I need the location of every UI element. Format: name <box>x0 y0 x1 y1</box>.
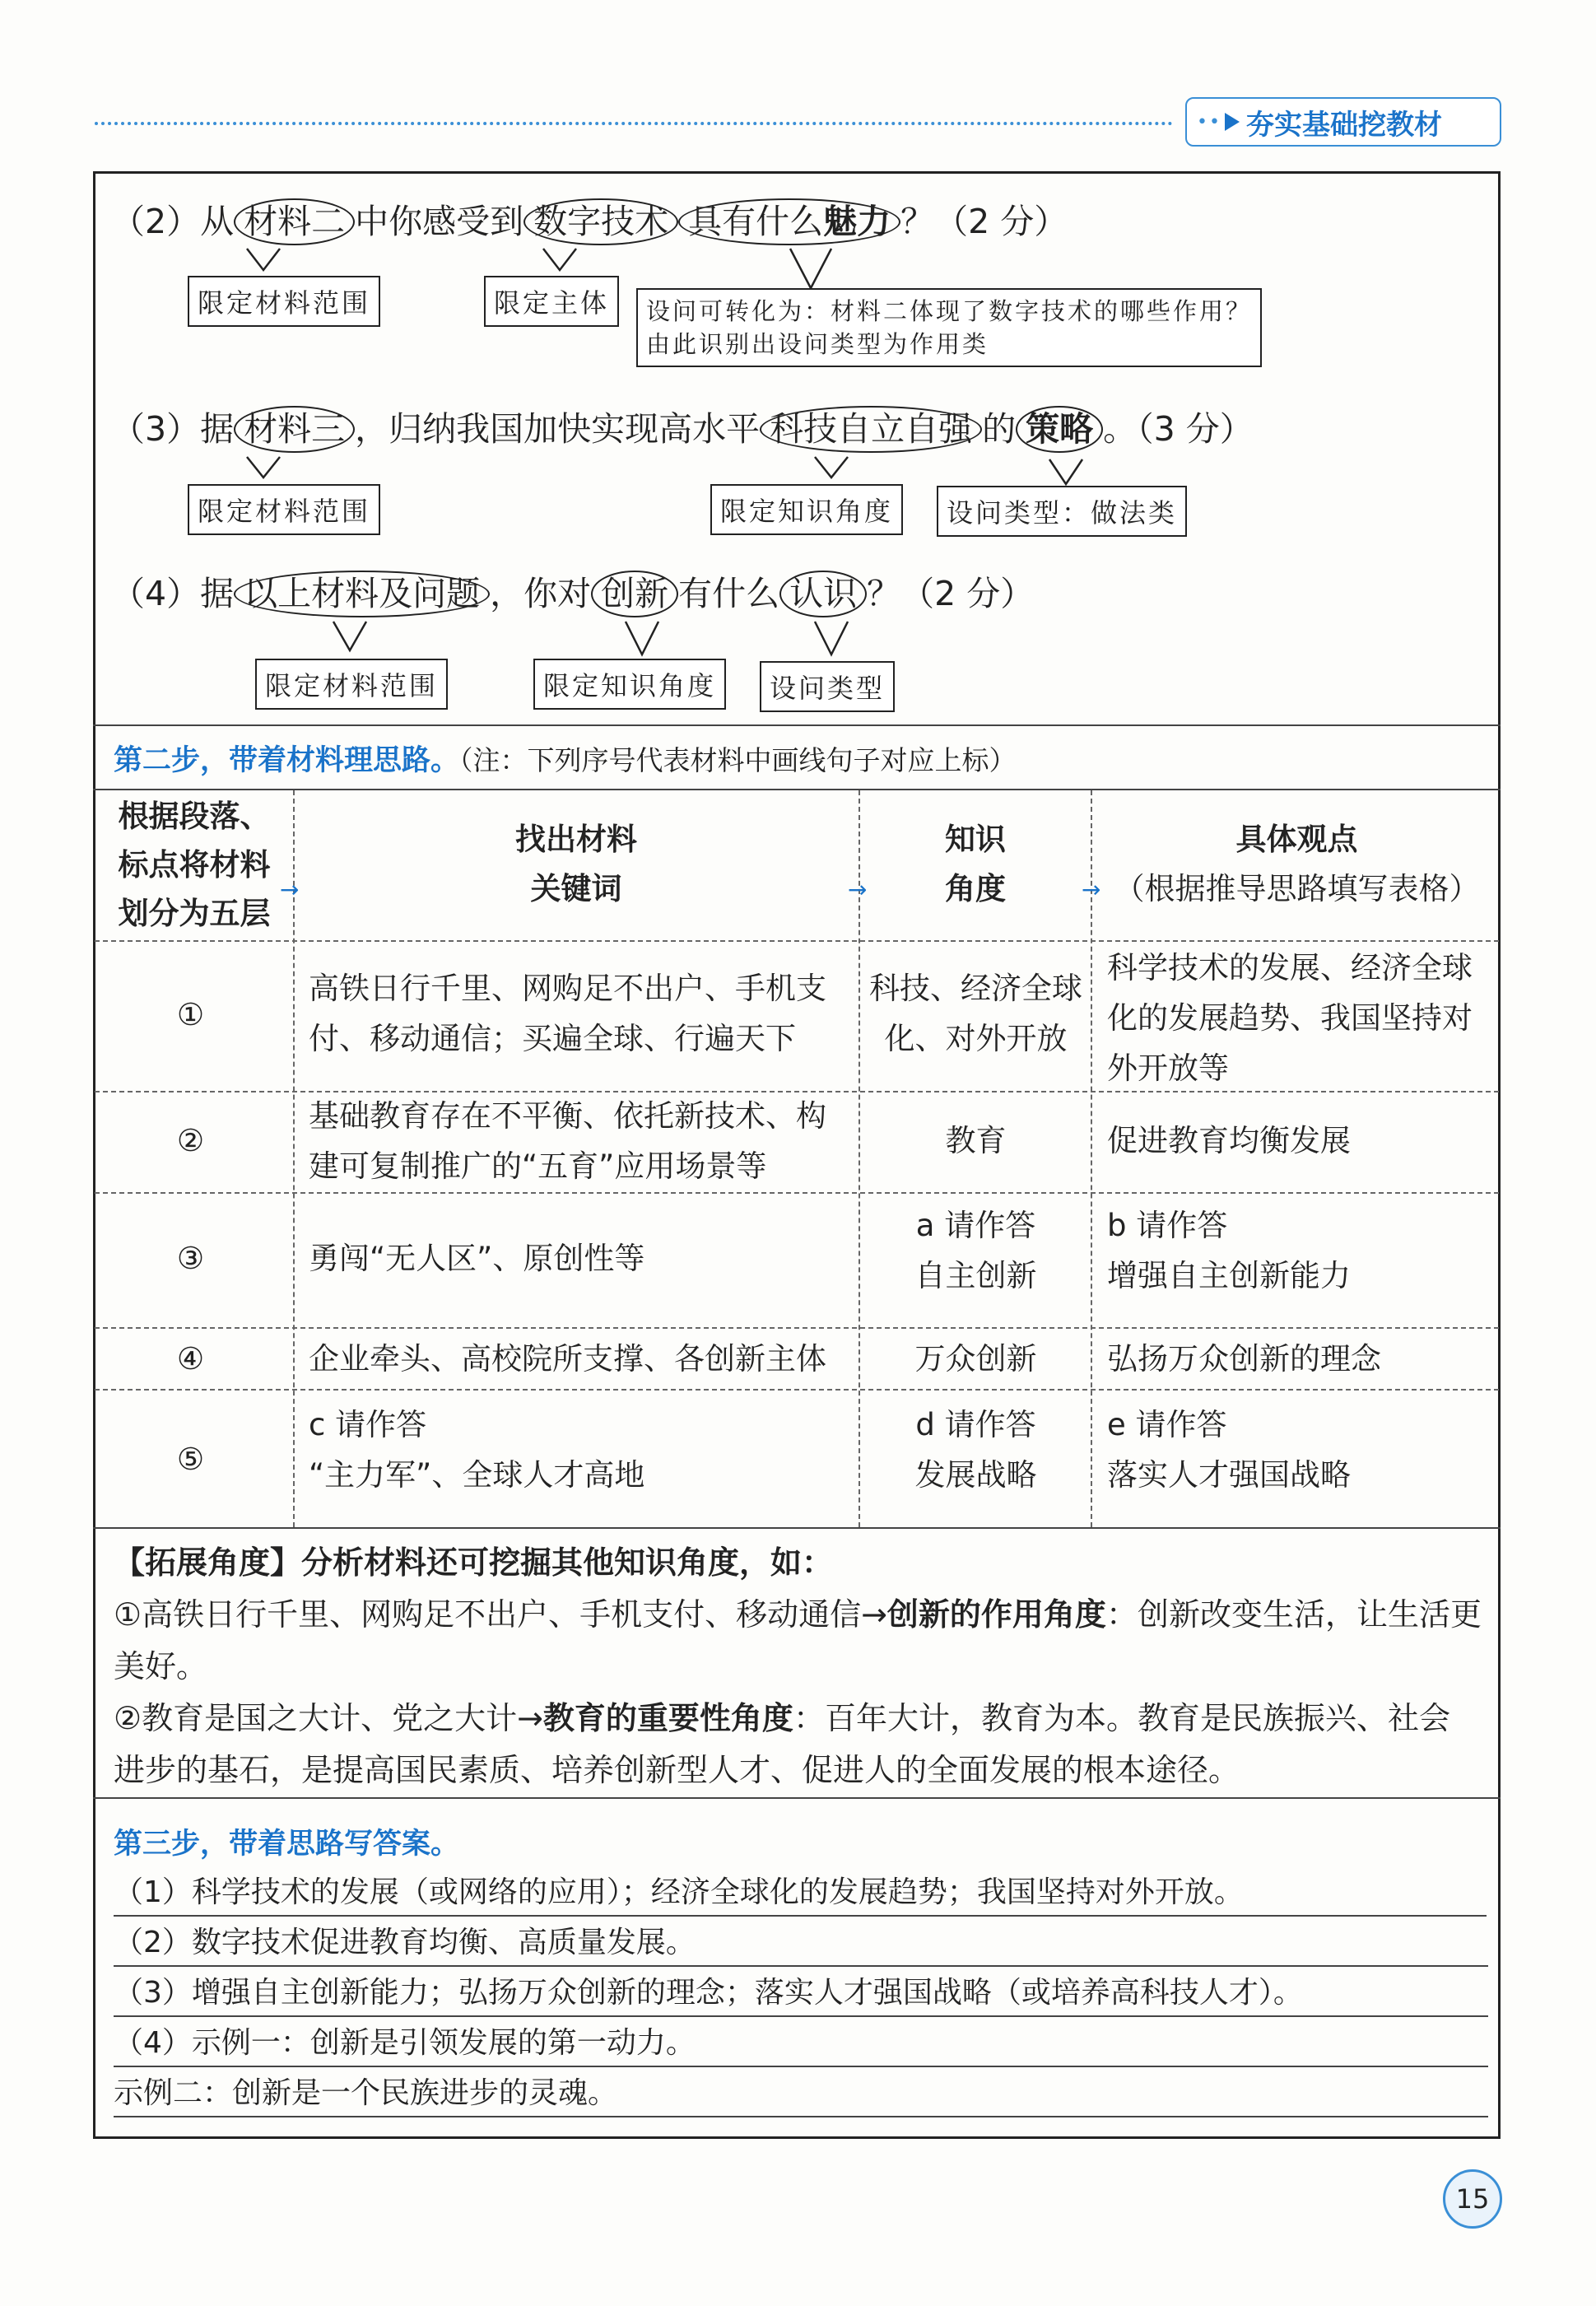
circle-material: 材料三 <box>234 406 355 453</box>
table-row-line <box>95 940 1499 942</box>
row-number: ⑤ <box>177 1442 205 1477</box>
row-view: 科学技术的发展、经济全球 化的发展趋势、我国坚持对 外开放等 <box>1107 950 1473 1086</box>
callout-angle: 限定知识角度 <box>533 659 726 710</box>
question-2: （2）从 材料二 中你感受到 数字技术 具有什么魅力 ？（2 分） <box>111 194 1068 245</box>
page-number: 15 <box>1443 2169 1502 2229</box>
callout-question-type: 设问类型 <box>760 661 895 712</box>
row-keywords: c 请作答 “主力军”、全球人才高地 <box>309 1407 645 1493</box>
answer-line: （4）示例一：创新是引领发展的第一动力。 <box>114 2021 1488 2067</box>
row-number: ③ <box>177 1241 205 1276</box>
dots-icon: •• <box>1197 111 1221 133</box>
step-2-title: 第二步，带着材料理思路。（注：下列序号代表材料中画线句子对应上标） <box>114 744 1017 777</box>
extend-point-2: ②教育是国之大计、党之大计→教育的重要性角度：百年大计，教育为本。教育是民族振兴、社会 进步的基石，是提高国民素质、培养创新型人才、促进人的全面发展的根本途径。 <box>114 1700 1450 1788</box>
callout-angle: 限定知识角度 <box>710 484 903 535</box>
circle-keyword: 数字技术 <box>523 198 678 245</box>
row-keywords: 勇闯“无人区”、原创性等 <box>309 1241 645 1276</box>
divider <box>93 1797 1501 1799</box>
circle-charm: 具有什么魅力 <box>678 198 900 245</box>
circle-understanding: 认识 <box>779 571 867 617</box>
arrow-icon: → <box>848 876 868 903</box>
row-angle: d 请作答 发展战略 <box>914 1407 1037 1493</box>
divider <box>93 789 1501 790</box>
extend-point-1: ①高铁日行千里、网购足不出户、手机支付、移动通信→创新的作用角度：创新改变生活，让生活更 美好。 <box>114 1596 1482 1684</box>
callout-question-type: 设问可转化为：材料二体现了数字技术的哪些作用？ 由此识别出设问类型为作用类 <box>636 288 1262 367</box>
row-view: 促进教育均衡发展 <box>1107 1123 1351 1158</box>
row-angle: 教育 <box>945 1123 1007 1158</box>
answer-line: 示例二：创新是一个民族进步的灵魂。 <box>114 2071 1488 2117</box>
table-header-layers: 根据段落、 标点将材料 划分为五层 <box>118 799 271 931</box>
circle-keyword: 创新 <box>591 571 678 617</box>
row-keywords: 企业牵头、高校院所支撑、各创新主体 <box>309 1341 826 1377</box>
step-3-title: 第三步，带着思路写答案。 <box>114 1828 460 1861</box>
callout-subject: 限定主体 <box>484 276 619 327</box>
row-angle: 科技、经济全球 化、对外开放 <box>869 971 1082 1056</box>
divider <box>93 1527 1501 1529</box>
divider <box>93 724 1501 726</box>
row-keywords: 高铁日行千里、网购足不出户、手机支 付、移动通信；买遍全球、行遍天下 <box>309 971 826 1056</box>
answer-line: （3）增强自主创新能力；弘扬万众创新的理念；落实人才强国战略（或培养高科技人才）。 <box>114 1971 1488 2017</box>
table-row-line <box>95 1389 1499 1391</box>
arrow-icon: → <box>280 876 300 903</box>
callout-scope: 限定材料范围 <box>255 659 448 710</box>
circle-material: 材料二 <box>234 198 355 245</box>
arrow-icon: → <box>1082 876 1101 903</box>
row-number: ① <box>177 997 205 1032</box>
circle-strategy: 策略 <box>1016 406 1103 453</box>
section-tag-label: 夯实基础挖教材 <box>1245 108 1442 142</box>
row-view: e 请作答 落实人才强国战略 <box>1107 1407 1351 1493</box>
answer-line: （2）数字技术促进教育均衡、高质量发展。 <box>114 1921 1488 1967</box>
table-row-line <box>95 1192 1499 1194</box>
question-3: （3）据 材料三 ，归纳我国加快实现高水平 科技自立自强 的 策略 。（3 分） <box>111 402 1254 453</box>
callout-scope: 限定材料范围 <box>188 276 380 327</box>
circle-material: 以上材料及问题 <box>234 571 490 617</box>
question-4: （4）据 以上材料及问题 ，你对 创新 有什么 认识 ？（2 分） <box>111 566 1034 617</box>
circle-keyword: 科技自立自强 <box>760 406 982 453</box>
table-header-keywords: 找出材料 关键词 <box>515 822 637 906</box>
answer-line: （1）科学技术的发展（或网络的应用）；经济全球化的发展趋势；我国坚持对外开放。 <box>114 1870 1487 1917</box>
table-row-line <box>95 1327 1499 1329</box>
callout-question-type: 设问类型：做法类 <box>937 486 1187 537</box>
row-view: 弘扬万众创新的理念 <box>1107 1341 1381 1377</box>
row-number: ② <box>177 1123 205 1158</box>
table-header-angle: 知识 角度 <box>945 822 1006 906</box>
row-keywords: 基础教育存在不平衡、依托新技术、构 建可复制推广的“五育”应用场景等 <box>309 1098 826 1184</box>
table-header-view: 具体观点 （根据推导思路填写表格） <box>1114 822 1480 906</box>
row-angle: a 请作答 自主创新 <box>914 1208 1037 1293</box>
row-angle: 万众创新 <box>914 1341 1037 1377</box>
row-number: ④ <box>177 1341 205 1377</box>
callout-scope: 限定材料范围 <box>188 484 380 535</box>
row-view: b 请作答 增强自主创新能力 <box>1107 1208 1351 1293</box>
extend-label: 【拓展角度】分析材料还可挖掘其他知识角度，如： <box>114 1544 834 1581</box>
